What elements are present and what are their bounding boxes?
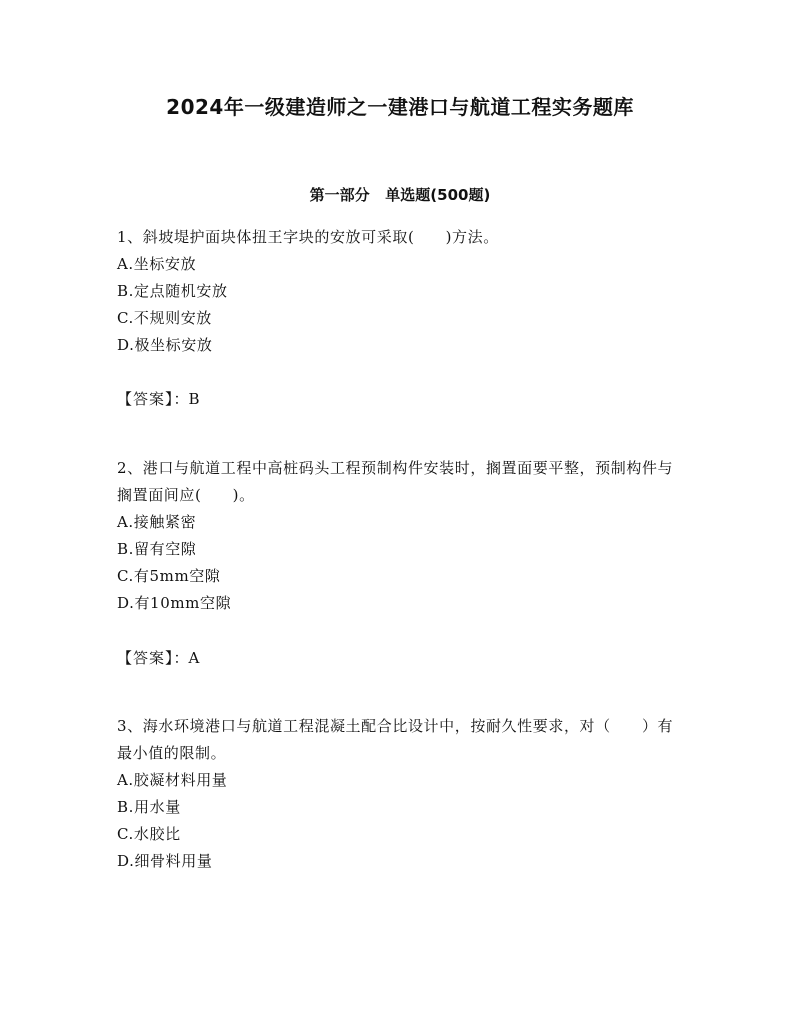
option-c: C.不规则安放 (117, 309, 212, 327)
option-a: A.胶凝材料用量 (117, 771, 228, 789)
answer-1 (117, 388, 200, 410)
answer-separator: ： (173, 649, 189, 667)
question-1 (117, 224, 687, 359)
option-c: C.有5mm空隙 (117, 567, 221, 585)
answer-label: 【答案】 (117, 390, 174, 408)
question-stem: 1、斜坡堤护面块体扭王字块的安放可采取( )方法。 (117, 228, 499, 246)
answer-value: A (188, 649, 200, 667)
question-stem: 2、港口与航道工程中高桩码头工程预制构件安装时，搁置面要平整，预制构件与搁置面间应( )。 (117, 459, 674, 504)
answer-2 (117, 647, 199, 669)
question-3 (117, 713, 687, 875)
section-heading: 第一部分 单选题(500题) (309, 186, 491, 204)
option-c: C.水胶比 (117, 825, 181, 843)
option-d: D.有10mm空隙 (117, 594, 232, 612)
question-2 (117, 455, 687, 617)
question-stem: 3、海水环境港口与航道工程混凝土配合比设计中，按耐久性要求，对（ ）有最小值的限制。 (117, 717, 674, 762)
document-title: 2024年一级建造师之一建港口与航道工程实务题库 (166, 95, 634, 119)
answer-label: 【答案】 (117, 649, 174, 667)
answer-value: B (188, 390, 200, 408)
option-d: D.极坐标安放 (117, 336, 213, 354)
option-a: A.接触紧密 (117, 513, 197, 531)
option-b: B.定点随机安放 (117, 282, 228, 300)
option-b: B.用水量 (117, 798, 181, 816)
option-a: A.坐标安放 (117, 255, 197, 273)
option-b: B.留有空隙 (117, 540, 197, 558)
answer-separator: ： (173, 390, 189, 408)
option-d: D.细骨料用量 (117, 852, 213, 870)
